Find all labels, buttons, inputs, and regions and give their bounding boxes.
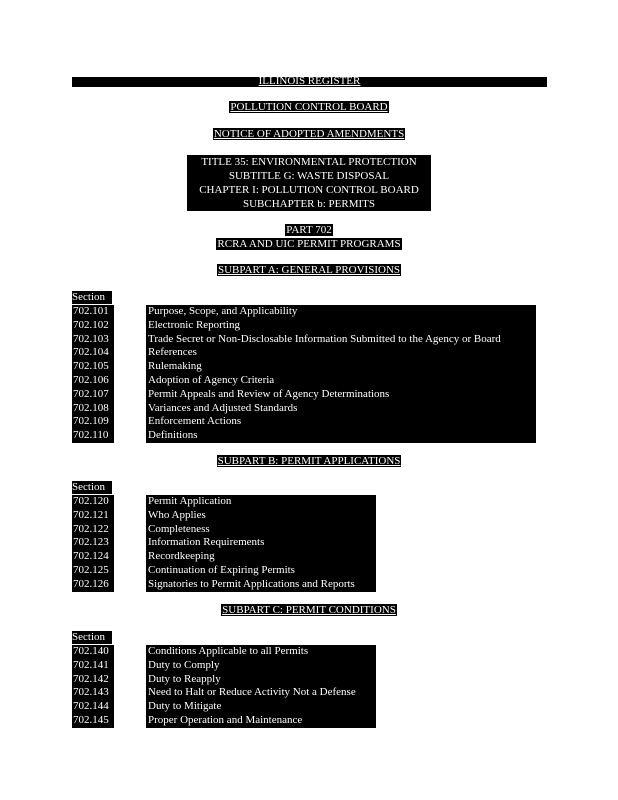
section-number: 702.142	[72, 673, 114, 687]
section-number: 702.108	[72, 402, 114, 416]
subpart-a-heading-text: SUBPART A: GENERAL PROVISIONS	[218, 264, 400, 276]
section-title: Need to Halt or Reduce Activity Not a Defense	[146, 686, 376, 700]
section-number: 702.122	[72, 523, 114, 537]
section-title: Proper Operation and Maintenance	[146, 714, 376, 728]
section-title: Signatories to Permit Applications and Reports	[146, 578, 376, 592]
section-number: 702.105	[72, 360, 114, 374]
section-number: 702.107	[72, 388, 114, 402]
section-number: 702.143	[72, 686, 114, 700]
title-line: TITLE 35: ENVIRONMENTAL PROTECTION	[201, 156, 417, 168]
section-number: 702.110	[72, 429, 114, 443]
section-title: Rulemaking	[146, 360, 536, 374]
subchapter-line: SUBCHAPTER b: PERMITS	[242, 198, 376, 210]
subtitle-line: SUBTITLE G: WASTE DISPOSAL	[228, 170, 390, 182]
subpart-c-heading	[0, 604, 618, 617]
section-number: 702.121	[72, 509, 114, 523]
notice-heading	[0, 128, 618, 141]
section-title: References	[146, 346, 536, 360]
section-number: 702.103	[72, 333, 114, 347]
section-label-text: Section	[72, 481, 105, 493]
section-number: 702.109	[72, 415, 114, 429]
section-number: 702.120	[72, 495, 114, 509]
part-name-text: RCRA AND UIC PERMIT PROGRAMS	[217, 238, 401, 250]
section-title: Purpose, Scope, and Applicability	[146, 305, 536, 319]
section-title: Definitions	[146, 429, 536, 443]
section-label-text: Section	[72, 291, 105, 303]
section-number: 702.101	[72, 305, 114, 319]
section-number: 702.140	[72, 645, 114, 659]
register-title: ILLINOIS REGISTER	[258, 75, 361, 87]
section-title: Permit Application	[146, 495, 376, 509]
section-number: 702.123	[72, 536, 114, 550]
section-title: Completeness	[146, 523, 376, 537]
subpart-b-heading-text: SUBPART B: PERMIT APPLICATIONS	[217, 455, 401, 467]
section-number: 702.145	[72, 714, 114, 728]
section-number: 702.106	[72, 374, 114, 388]
section-title: Information Requirements	[146, 536, 376, 550]
section-title: Recordkeeping	[146, 550, 376, 564]
section-title: Variances and Adjusted Standards	[146, 402, 536, 416]
notice-heading-text: NOTICE OF ADOPTED AMENDMENTS	[213, 128, 405, 140]
part-number-text: PART 702	[286, 224, 332, 236]
board-name	[0, 101, 618, 114]
subpart-b-heading	[0, 455, 618, 468]
section-title: Duty to Comply	[146, 659, 376, 673]
section-title: Duty to Reapply	[146, 673, 376, 687]
section-label	[72, 481, 112, 494]
section-title: Who Applies	[146, 509, 376, 523]
board-name-text: POLLUTION CONTROL BOARD	[230, 101, 388, 113]
section-number: 702.125	[72, 564, 114, 578]
section-number: 702.124	[72, 550, 114, 564]
section-title: Conditions Applicable to all Permits	[146, 645, 376, 659]
section-title: Trade Secret or Non-Disclosable Information Submitted to the Agency or Board	[146, 333, 536, 347]
section-number: 702.144	[72, 700, 114, 714]
part-name	[0, 238, 618, 251]
section-title: Enforcement Actions	[146, 415, 536, 429]
subpart-c-heading-text: SUBPART C: PERMIT CONDITIONS	[222, 604, 396, 616]
section-number: 702.126	[72, 578, 114, 592]
title-block	[187, 155, 431, 211]
section-title: Electronic Reporting	[146, 319, 536, 333]
section-title: Continuation of Expiring Permits	[146, 564, 376, 578]
section-number: 702.104	[72, 346, 114, 360]
section-number: 702.102	[72, 319, 114, 333]
subpart-a-heading	[0, 264, 618, 277]
section-title: Adoption of Agency Criteria	[146, 374, 536, 388]
chapter-line: CHAPTER I: POLLUTION CONTROL BOARD	[199, 184, 419, 196]
section-label	[72, 291, 112, 304]
section-label-text: Section	[72, 631, 105, 643]
section-number: 702.141	[72, 659, 114, 673]
section-label	[72, 631, 112, 644]
section-title: Duty to Mitigate	[146, 700, 376, 714]
part-number	[0, 224, 618, 237]
section-title: Permit Appeals and Review of Agency Determinations	[146, 388, 536, 402]
